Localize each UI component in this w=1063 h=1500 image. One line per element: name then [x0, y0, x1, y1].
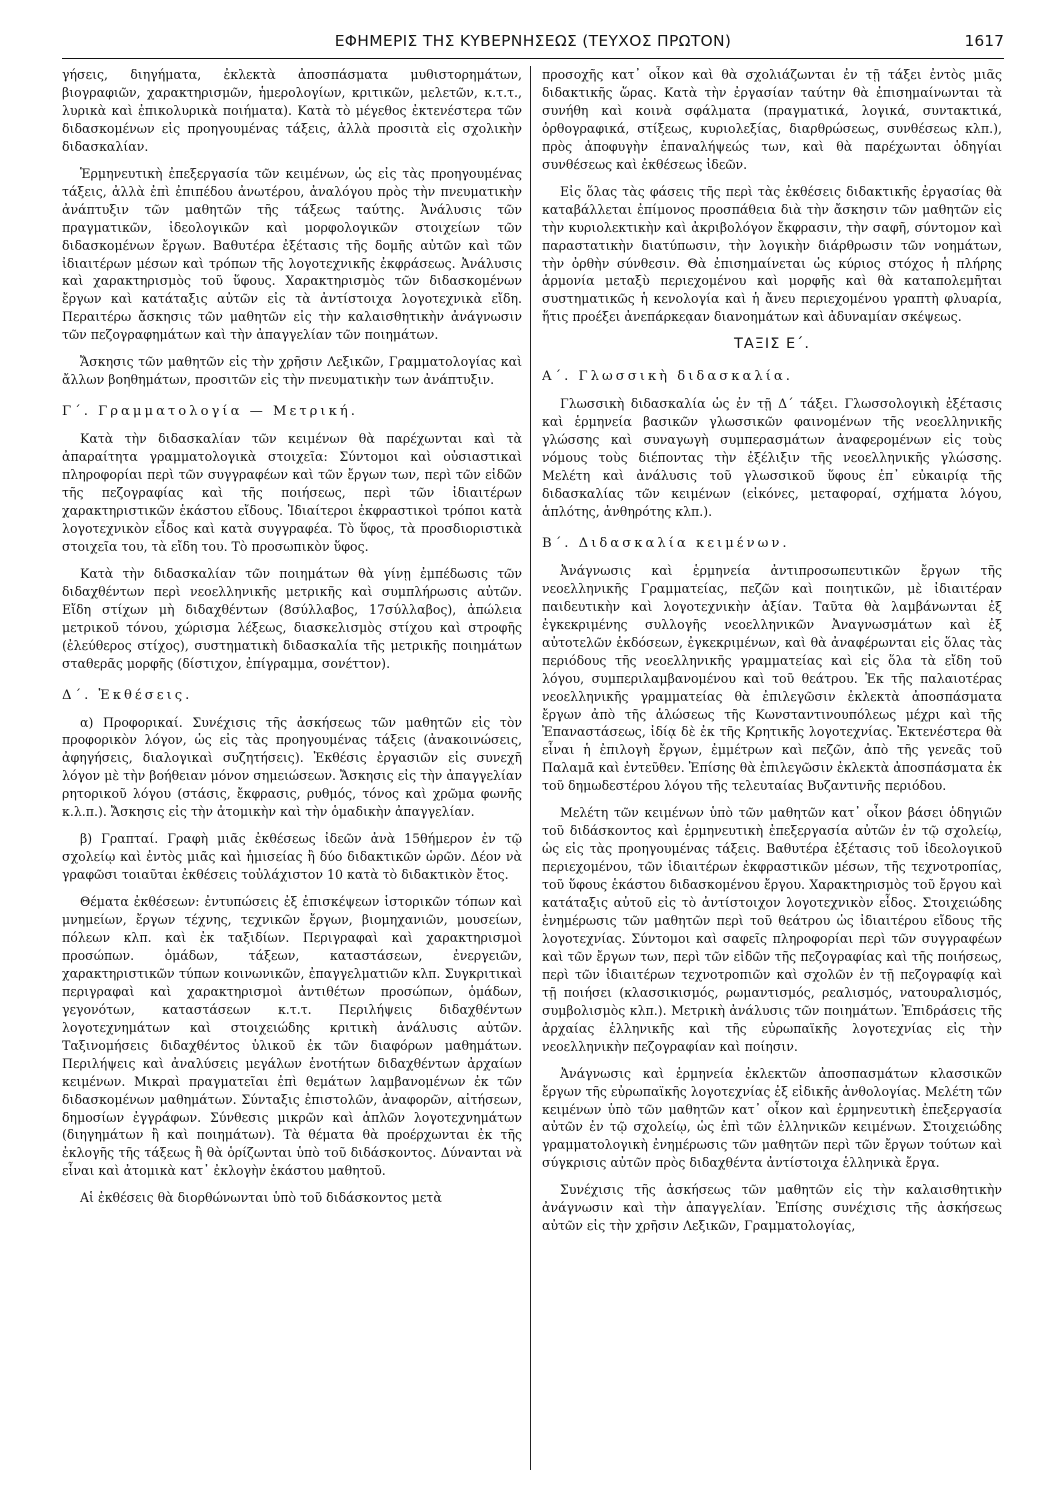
column-divider [530, 66, 531, 1470]
paragraph: Ἀνάγνωσις καὶ ἑρμηνεία ἀντιπροσωπευτικῶν ἔργων τῆς νεοελληνικῆς Γραμματείας, πεζῶν καὶ ποιητικῶν, μὲ ἰδιαιτέραν παιδευτικὴν καὶ λογοτεχνικὴν ἀξίαν. Ταῦτα θὰ λαμβάνωνται ἐξ ἐγκεκριμένης συλλογῆς νεοελληνικῶν Ἀναγνωσμάτων καὶ ἐξ αὐτοτελῶν ἐκδόσεων, ἐγκεκριμένων, καὶ θὰ ἀναφέρωνται εἰς ὅλας τὰς περιόδους τῆς νεοελληνικῆς γραμματείας καὶ εἰς ὅλα τὰ εἴδη τοῦ λόγου, συμπεριλαμβανομένου καὶ τοῦ θεάτρου. Ἐκ τῆς παλαιοτέρας νεοελληνικῆς γραμματείας θὰ ἐπιλεγῶσιν ἐκλεκτὰ ἀποσπάσματα ἔργων ἀπὸ τῆς ἁλώσεως τῆς Κωνσταντινουπόλεως μέχρι καὶ τῆς Ἐπαναστάσεως, ἰδίᾳ δὲ ἐκ τῆς Κρητικῆς λογοτεχνίας. Ἐκτενέστερα θὰ εἶναι ἡ ἐπιλογὴ ἔργων, ἐμμέτρων καὶ πεζῶν, ἀπὸ τῆς γενεᾶς τοῦ Παλαμᾶ καὶ ἐντεῦθεν. Ἐπίσης θὰ ἐπιλεγῶσιν ἐκλεκτὰ ἀποσπάσματα ἐκ τοῦ δημωδεστέρου λόγου τῆς τελευταίας Βυζαντινῆς περιόδου. [542, 562, 1002, 794]
paragraph: Ἄσκησις τῶν μαθητῶν εἰς τὴν χρῆσιν Λεξικῶν, Γραμματολογίας καὶ ἄλλων βοηθημάτων, προσιτῶν εἰς τὴν πνευματικὴν των ἀνάπτυξιν. [62, 354, 522, 388]
section-heading-b: Β΄. Διδασκαλία κειμένων. [542, 535, 790, 551]
paragraph: γήσεις, διηγήματα, ἐκλεκτὰ ἀποσπάσματα μυθιστορημάτων, βιογραφιῶν, χαρακτηρισμῶν, ἡμερολογίων, κριτικῶν, μελετῶν, κ.τ.τ., λυρικὰ καὶ ἐπικολυρικὰ ποιήματα). Κατὰ τὸ μέγεθος ἐκτενέστερα τῶν διδασκομένων εἰς προηγουμένας τάξεις, ἀλλὰ προσιτὰ εἰς σχολικὴν διδασκαλίαν. [62, 67, 522, 154]
paragraph: Συνέχισις τῆς ἀσκήσεως τῶν μαθητῶν εἰς τὴν καλαισθητικὴν ἀνάγνωσιν καὶ τὴν ἀπαγγελίαν. Ἐπίσης συνέχισις τῆς ἀσκήσεως αὐτῶν εἰς τὴν χρῆσιν Λεξικῶν, Γραμματολογίας, [542, 1182, 1002, 1234]
gazette-title: ΕΦΗΜΕΡΙΣ ΤΗΣ ΚΥΒΕΡΝΗΣΕΩΣ (ΤΕΥΧΟΣ ΠΡΩΤΟΝ) [334, 32, 732, 50]
section-heading-gamma: Γ΄. Γραμματολογία — Μετρική. [62, 404, 358, 420]
paragraph: Εἰς ὅλας τὰς φάσεις τῆς περὶ τὰς ἐκθέσεις διδακτικῆς ἐργασίας θὰ καταβάλλεται ἐπίμονος προσπάθεια διὰ τὴν ἄσκησιν τῶν μαθητῶν εἰς τὴν κυριολεκτικὴν καὶ ἀκριβολόγον ἔκφρασιν, τὴν σαφῆ, σύντομον καὶ παραστατικὴν διατύπωσιν, τὴν λογικὴν διάρθρωσιν τῶν νοημάτων, τὴν ὀρθὴν σύνθεσιν. Θὰ ἐπισημαίνεται ὡς κύριος στόχος ἡ πλήρης ἁρμονία μεταξὺ περιεχομένου καὶ μορφῆς καὶ θὰ καταπολεμῆται συστηματικῶς ἡ κενολογία καὶ ἡ ἄνευ περιεχομένου γραπτὴ φλυαρία, ἥτις προέξει ἀνεπάρκεᾳαν διανοημάτων καὶ ἀδυναμίαν σκέψεως. [542, 183, 1002, 325]
right-column [542, 66, 1002, 1486]
paragraph: προσοχῆς κατ᾿ οἶκον καὶ θὰ σχολιάζωνται ἐν τῇ τάξει ἐντὸς μιᾶς διδακτικῆς ὥρας. Κατὰ τὴν ἐργασίαν ταύτην θὰ ἐπισημαίνωνται τὰ συνήθη καὶ κοινὰ σφάλματα (πραγματικά, λογικά, συντακτικά, ὀρθογραφικά, στίξεως, κυριολεξίας, διαρθρώσεως, συνθέσεως κλπ.), πρὸς ἀποφυγὴν ἐπαναλήψεώς των, καὶ θὰ παρέχωνται ὁδηγίαι συνθέσεως καὶ ἐκθέσεως ἰδεῶν. [542, 67, 1002, 172]
paragraph: Κατὰ τὴν διδασκαλίαν τῶν κειμένων θὰ παρέχωνται καὶ τὰ ἀπαραίτητα γραμματολογικὰ στοιχεῖα: Σύντομοι καὶ οὐσιαστικαὶ πληροφορίαι περὶ τῶν συγγραφέων καὶ τῶν ἔργων των, περὶ τῶν εἰδῶν τῆς πεζογραφίας καὶ τῆς ποιήσεως, περὶ τῶν ἰδιαιτέρων χαρακτηριστικῶν ἑκάστου εἴδους. Ἰδιαίτεροι ἐκφραστικοὶ τρόποι κατὰ λογοτεχνικὸν εἶδος καὶ κατὰ συγγραφέα. Τὸ ὕφος, τὰ προσδιοριστικὰ στοιχεῖα του, τὰ εἴδη του. Τὸ προσωπικὸν ὕφος. [62, 431, 522, 554]
page-number: 1617 [964, 32, 1004, 50]
paragraph: Ἑρμηνευτικὴ ἐπεξεργασία τῶν κειμένων, ὡς εἰς τὰς προηγουμένας τάξεις, ἀλλὰ ἐπὶ ἐπιπέδου ἀνωτέρου, ἀναλόγου πρὸς τὴν πνευματικὴν ἀνάπτυξιν τῶν μαθητῶν τῆς τάξεως ταύτης. Ἀνάλυσις τῶν πραγματικῶν, ἰδεολογικῶν καὶ μορφολογικῶν στοιχείων τῶν διδασκομένων ἔργων. Βαθυτέρα ἐξέτασις τῆς δομῆς αὐτῶν καὶ τῶν ἰδιαιτέρων μέσων καὶ τρόπων τῆς λογοτεχνικῆς ἐκφράσεως. Ἀνάλυσις καὶ χαρακτηρισμὸς τοῦ ὕφους. Χαρακτηρισμὸς τῶν διδασκομένων ἔργων καὶ κατάταξις αὐτῶν εἰς τὰ ἀντίστοιχα λογοτεχνικὰ εἴδη. Περαιτέρω ἄσκησις τῶν μαθητῶν εἰς τὴν καλαισθητικὴν ἀνάγνωσιν τῶν πεζογραφημάτων καὶ τὴν ἀπαγγελίαν τῶν ποιημάτων. [62, 165, 522, 343]
paragraph: Γλωσσικὴ διδασκαλία ὡς ἐν τῇ Δ΄ τάξει. Γλωσσολογικὴ ἐξέτασις καὶ ἑρμηνεία βασικῶν γλωσσικῶν φαινομένων τῆς νεοελληνικῆς γλώσσης καὶ συναγωγὴ συμπερασμάτων ἀναφερομένων εἰς τοὺς νόμους τοὺς διέποντας τὴν ἐξέλιξιν τῆς νεοελληνικῆς γλώσσης. Μελέτη καὶ ἀνάλυσις τοῦ γλωσσικοῦ ὕφους ἐπ᾿ εὐκαιρίᾳ τῆς διδασκαλίας τῶν κειμένων (εἰκόνες, μεταφοραί, σχήματα λόγου, ἁπλότης, ἀνθηρότης κλπ.). [542, 396, 1002, 519]
left-column [62, 66, 522, 1486]
paragraph: α) Προφορικαί. Συνέχισις τῆς ἀσκήσεως τῶν μαθητῶν εἰς τὸν προφορικὸν λόγον, ὡς εἰς τὰς προηγουμένας τάξεις (ἀνακοινώσεις, ἀφηγήσεις, διαλογικαὶ συζητήσεις). Ἐκθέσις ἐργασιῶν εἰς συνεχῆ λόγον μὲ τὴν βοήθειαν μόνον σημειώσεων. Ἄσκησις εἰς τὴν ἀπαγγελίαν ρητορικοῦ λόγου (στάσις, ἔκφρασις, ρυθμός, τόνος καὶ χρῶμα φωνῆς κ.λ.π.). Ἄσκησις εἰς τὴν ἀτομικὴν καὶ τὴν ὁμαδικὴν ἀπαγγελίαν. [62, 714, 522, 820]
page-header [62, 32, 1004, 56]
section-heading-delta: Δ΄. Ἐκθέσεις. [62, 687, 193, 703]
section-heading-a: Α΄. Γλωσσικὴ διδασκαλία. [542, 369, 794, 385]
paragraph: β) Γραπταί. Γραφὴ μιᾶς ἐκθέσεως ἰδεῶν ἀνὰ 15θήμερον ἐν τῷ σχολείῳ καὶ ἐντὸς μιᾶς καὶ ἡμισείας ἢ δύο διδακτικῶν ὡρῶν. Δέον νὰ γραφῶσι τοιαῦται ἐκθέσεις τοὐλάχιστον 10 κατὰ τὸ διδακτικὸν ἔτος. [62, 831, 522, 883]
paragraph: Αἱ ἐκθέσεις θὰ διορθώνωνται ὑπὸ τοῦ διδάσκοντος μετὰ [80, 1190, 442, 1206]
header-rule [62, 58, 1004, 59]
paragraph: Κατὰ τὴν διδασκαλίαν τῶν ποιημάτων θὰ γίνῃ ἐμπέδωσις τῶν διδαχθέντων περὶ νεοελληνικῆς μετρικῆς καὶ συμπλήρωσις αὐτῶν. Εἴδη στίχων μὴ διδαχθέντων (8σύλλαβος, 17σύλλαβος), ἀπώλεια μετρικοῦ τόνου, χώρισμα λέξεως, διασκελισμὸς στίχου καὶ στροφῆς (ἐλεύθερος στίχος), συστηματικὴ διδασκαλία τῆς μετρικῆς ποιημάτων σταθερᾶς μορφῆς (δίστιχον, ἐπίγραμμα, σονέττον). [62, 565, 522, 671]
paragraph: Μελέτη τῶν κειμένων ὑπὸ τῶν μαθητῶν κατ᾿ οἶκον βάσει ὁδηγιῶν τοῦ διδάσκοντος καὶ ἑρμηνευτικὴ ἐπεξεργασία αὐτῶν ἐν τῷ σχολείῳ, ὡς εἰς τὰς προηγουμένας τάξεις. Βαθυτέρα ἐξέτασις τοῦ ἰδεολογικοῦ περιεχομένου, τῶν ἰδιαιτέρων ἐκφραστικῶν μέσων, τῆς τεχνοτροπίας, τοῦ ὕφους ἑκάστου διδασκομένου ἔργου. Χαρακτηρισμὸς τοῦ ἔργου καὶ κατάταξις αὐτοῦ εἰς τὸ ἀντίστοιχον λογοτεχνικὸν εἶδος. Στοιχειώδης ἐνημέρωσις τῶν μαθητῶν περὶ τοῦ θεάτρου ὡς ἰδιαιτέρου εἴδους τῆς λογοτεχνίας. Σύντομοι καὶ σαφεῖς πληροφορίαι περὶ τῶν συγγραφέων καὶ τῶν ἔργων των, περὶ τῶν εἰδῶν τῆς πεζογραφίας καὶ τῆς ποιήσεως, περὶ τῶν ἰδιαιτέρων τεχνοτροπιῶν καὶ σχολῶν ἐν τῇ πεζογραφίᾳ καὶ τῇ ποιήσει (κλασσικισμός, ρωμαντισμός, ρεαλισμός, νατουραλισμός, συμβολισμὸς κλπ.). Μετρικὴ ἀνάλυσις τῶν ποιημάτων. Ἐπιδράσεις τῆς ἀρχαίας ἑλληνικῆς καὶ τῆς εὐρωπαϊκῆς λογοτεχνίας εἰς τὴν νεοελληνικὴν πεζογραφίαν καὶ ποίησιν. [542, 805, 1002, 1054]
paragraph: Θέματα ἐκθέσεων: ἐντυπώσεις ἐξ ἐπισκέψεων ἱστορικῶν τόπων καὶ μνημείων, ἔργων τέχνης, τεχνικῶν ἔργων, βιομηχανιῶν, μουσείων, πόλεων κλπ. καὶ ἐκ ταξιδίων. Περιγραφαὶ καὶ χαρακτηρισμοὶ προσώπων. ὁμάδων, τάξεων, καταστάσεων, ἐνεργειῶν, χαρακτηριστικῶν τύπων κοινωνικῶν, ἐπαγγελματιῶν κλπ. Συγκριτικαὶ περιγραφαὶ καὶ χαρακτηρισμοὶ ἀντιθέτων προσώπων, ὁμάδων, γεγονότων, καταστάσεων κ.τ.τ. Περιλήψεις διδαχθέντων λογοτεχνημάτων καὶ στοιχειώδης κριτικὴ ἀνάλυσις αὐτῶν. Ταξινομήσεις διδαχθέντος ὑλικοῦ ἐκ τῶν διαφόρων μαθημάτων. Περιλήψεις καὶ ἀναλύσεις μεγάλων ἑνοτήτων διδαχθέντων ἀρχαίων κειμένων. Μικραὶ πραγματεῖαι ἐπὶ θεμάτων λαμβανομένων ἐκ τῶν διδασκομένων μαθημάτων. Σύνταξις ἐπιστολῶν, ἀναφορῶν, αἰτήσεων, δημοσίων ἐγγράφων. Σύνθεσις μικρῶν καὶ ἁπλῶν λογοτεχνημάτων (διηγημάτων ἢ καὶ ποιημάτων). Τὰ θέματα θὰ προέρχωνται ἐκ τῆς ἐκλογῆς τῆς τάξεως ἢ θὰ ὁρίζωνται ὑπὸ τοῦ διδάσκοντος. Δύνανται νὰ εἶναι καὶ ἀτομικὰ κατ᾿ ἐκλογὴν ἑκάστου μαθητοῦ. [62, 894, 522, 1179]
paragraph: Ἀνάγνωσις καὶ ἑρμηνεία ἐκλεκτῶν ἀποσπασμάτων κλασσικῶν ἔργων τῆς εὐρωπαϊκῆς λογοτεχνίας ἐξ εἰδικῆς ἀνθολογίας. Μελέτη τῶν κειμένων ὑπὸ τῶν μαθητῶν κατ᾿ οἶκον καὶ ἑρμηνευτικὴ ἐπεξεργασία αὐτῶν ἐν τῷ σχολείῳ, ὡς ἐπὶ τῶν ἑλληνικῶν κειμένων. Στοιχειώδης γραμματολογικὴ ἐνημέρωσις τῶν μαθητῶν περὶ τῶν ἔργων τούτων καὶ σύγκρισις αὐτῶν πρὸς διδαχθέντα ἀντίστοιχα ἑλληνικὰ ἔργα. [542, 1065, 1002, 1171]
class-heading: ΤΑΞΙΣ Ε΄. [733, 336, 810, 353]
